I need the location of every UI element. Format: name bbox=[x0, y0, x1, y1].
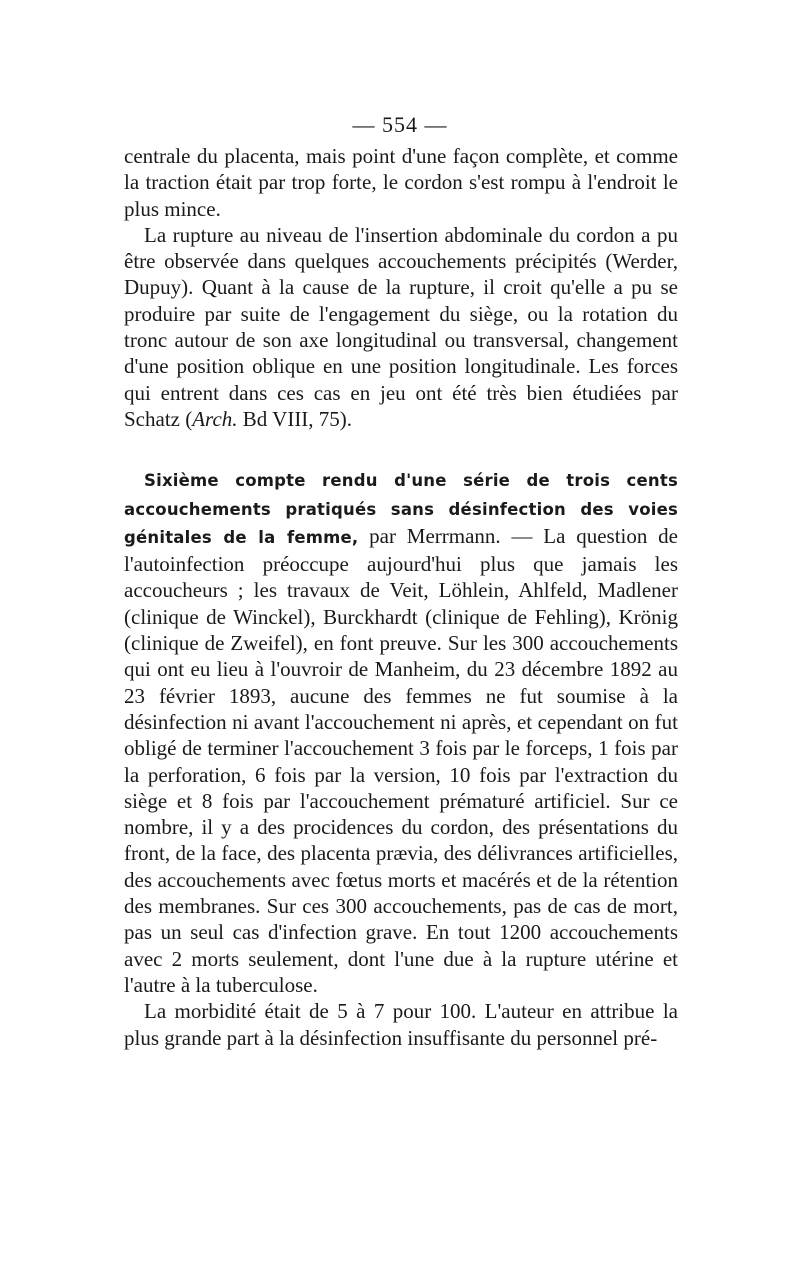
paragraph-rupture bbox=[124, 222, 678, 432]
paragraph-section bbox=[124, 466, 678, 998]
paragraph-rupture-text: La rupture au niveau de l'insertion abdominale du cordon a pu être observée dans quelques accouchements précipités (Werder, Dupuy). Quant à la cause de la rupture, il croit qu'elle a pu se produire par suite de l'engagement du siège, ou la rotation du tronc autour de son axe longitudinal ou transversal, changement d'une position oblique en une position longitudinale. Les forces qui entrent dans ces cas en jeu ont été très bien étudiées par Schatz ( bbox=[124, 222, 678, 431]
section-heading: Sixième compte rendu d'une série de trois cents accouchements pratiqués sans désinfection des voies génitales de la femme, bbox=[124, 471, 678, 547]
page-number: — 554 — bbox=[352, 112, 448, 137]
body-text bbox=[124, 143, 678, 1051]
paragraph-morbidity: La morbidité était de 5 à 7 pour 100. L'auteur en attribue la plus grande part à la désinfection insuffisante du personnel pré- bbox=[124, 999, 678, 1050]
paragraph-rupture-end: Bd VIII, 75). bbox=[237, 406, 353, 431]
paragraph-section-text: par Merrmann. — La question de l'autoinfection préoccupe aujourd'hui plus que jamais les accoucheurs ; les travaux de Veit, Löhlein, Ahlfeld, Madlener (clinique de Winckel), Burckhardt (clinique de Fehling), Krönig (clinique de Zweifel), en font preuve. Sur les 300 accouchements qui ont eu lieu à l'ouvroir de Manheim, du 23 décembre 1892 au 23 février 1893, aucune des femmes ne fut soumise à la désinfection ni avant l'accouchement ni après, et cependant on fut obligé de terminer l'accouchement 3 fois par le forceps, 1 fois par la perforation, 6 fois par la version, 10 fois par l'extraction du siège et 8 fois par l'accouchement prématuré artificiel. Sur ce nombre, il y a des procidences du cordon, des présentations du front, de la face, des placenta prævia, des délivrances artificielles, des accouchements avec fœtus morts et macérés et de la rétention des membranes. Sur ces 300 accouchements, pas de cas de mort, pas un seul cas d'infection grave. En tout 1200 accouchements avec 2 morts seulement, dont l'une due à la rupture utérine et l'autre à la tuberculose. bbox=[124, 523, 678, 997]
paragraph-continuation: centrale du placenta, mais point d'une façon complète, et comme la traction était par trop forte, le cordon s'est rompu à l'endroit le plus mince. bbox=[124, 144, 678, 221]
citation-italic: Arch. bbox=[192, 406, 238, 431]
